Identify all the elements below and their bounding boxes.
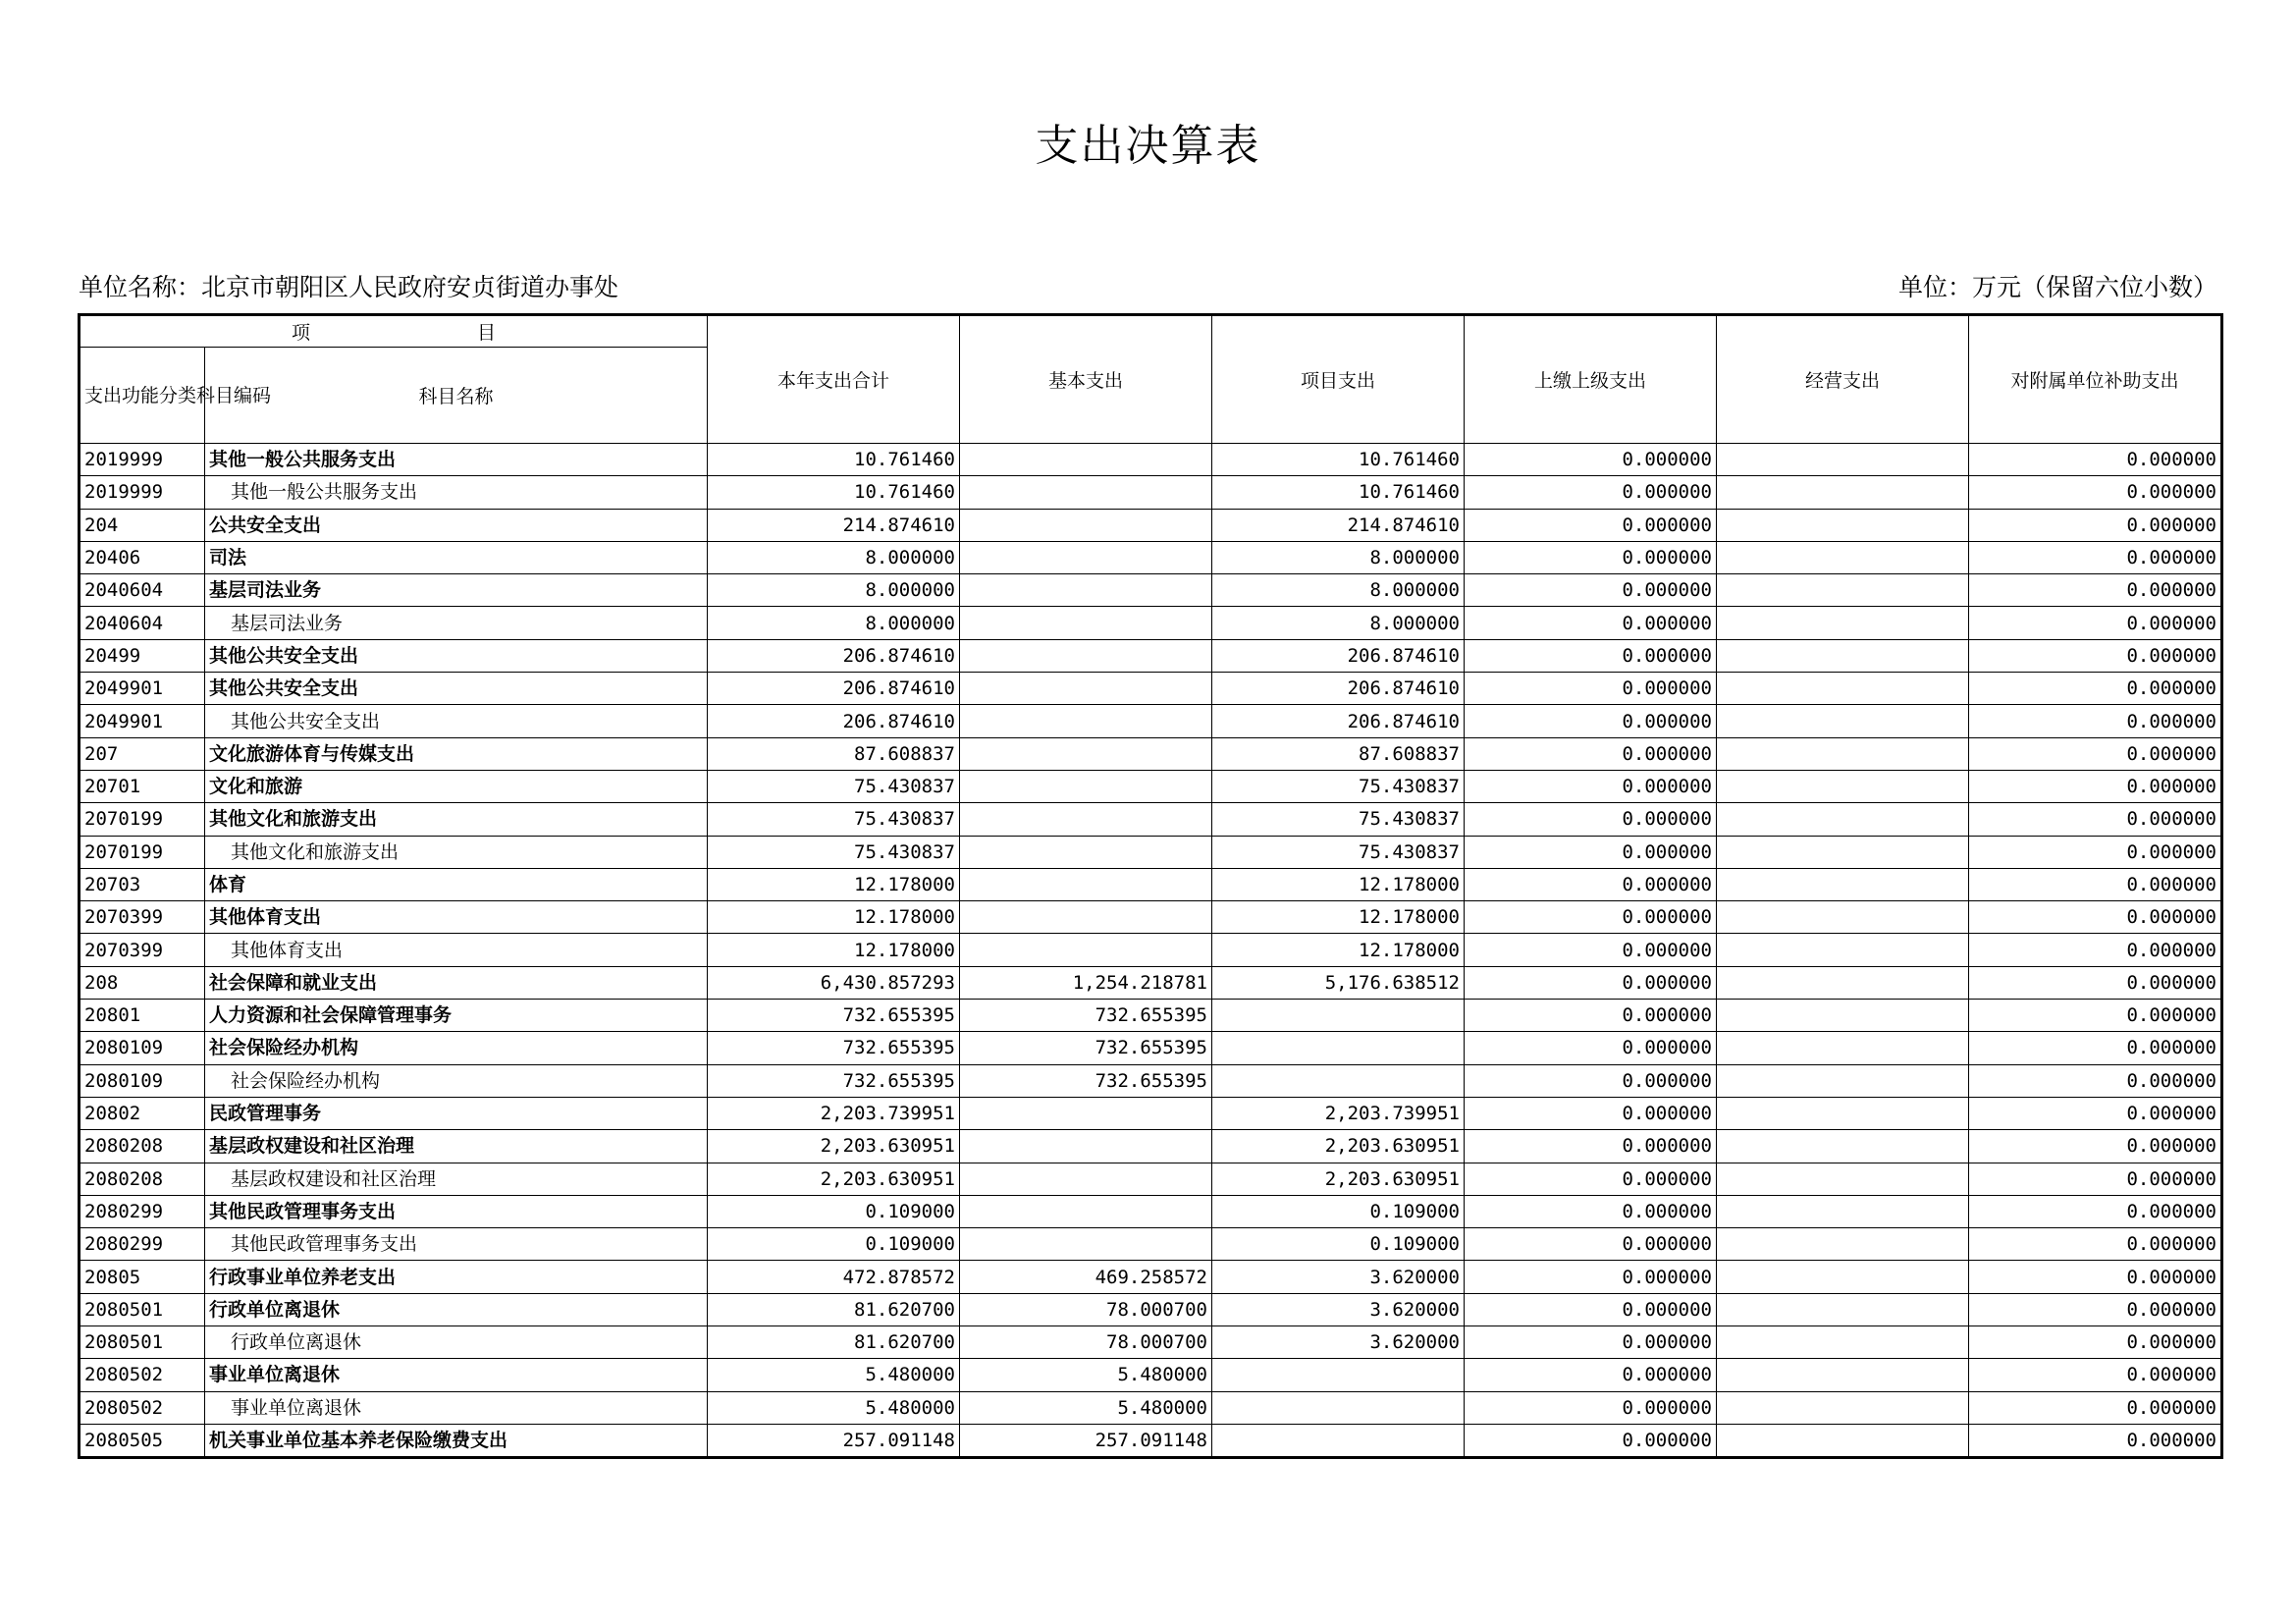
- cell-project: 3.620000: [1212, 1326, 1465, 1359]
- cell-superior: 0.000000: [1465, 607, 1717, 639]
- table-row: [80, 1261, 2222, 1293]
- cell-superior: 0.000000: [1465, 476, 1717, 509]
- cell-name: 其他公共安全支出: [205, 705, 708, 737]
- cell-name: 行政单位离退休: [205, 1293, 708, 1325]
- cell-subsidy: 0.000000: [1969, 1424, 2222, 1457]
- table-row: [80, 574, 2222, 607]
- cell-project: [1212, 1032, 1465, 1064]
- table-row: [80, 1032, 2222, 1064]
- cell-total: 214.874610: [708, 509, 960, 541]
- col-business-header: 经营支出: [1717, 315, 1969, 444]
- cell-business: [1717, 1261, 1969, 1293]
- cell-total: 8.000000: [708, 541, 960, 573]
- cell-name: 社会保险经办机构: [205, 1064, 708, 1097]
- cell-project: 206.874610: [1212, 639, 1465, 672]
- cell-total: 472.878572: [708, 1261, 960, 1293]
- cell-superior: 0.000000: [1465, 966, 1717, 999]
- cell-total: 2,203.739951: [708, 1097, 960, 1129]
- cell-name: 行政事业单位养老支出: [205, 1261, 708, 1293]
- cell-subsidy: 0.000000: [1969, 705, 2222, 737]
- cell-basic: 732.655395: [960, 1032, 1212, 1064]
- cell-total: 10.761460: [708, 444, 960, 476]
- cell-code: 2080208: [80, 1130, 205, 1163]
- col-project-header: 项目支出: [1212, 315, 1465, 444]
- cell-basic: 5.480000: [960, 1391, 1212, 1424]
- cell-project: 75.430837: [1212, 836, 1465, 868]
- cell-basic: 469.258572: [960, 1261, 1212, 1293]
- cell-project: 3.620000: [1212, 1293, 1465, 1325]
- col-superior-header: 上缴上级支出: [1465, 315, 1717, 444]
- cell-business: [1717, 705, 1969, 737]
- cell-business: [1717, 966, 1969, 999]
- cell-business: [1717, 673, 1969, 705]
- cell-project: 10.761460: [1212, 476, 1465, 509]
- cell-project: 3.620000: [1212, 1261, 1465, 1293]
- cell-total: 12.178000: [708, 901, 960, 934]
- cell-basic: [960, 1130, 1212, 1163]
- cell-superior: 0.000000: [1465, 1000, 1717, 1032]
- cell-superior: 0.000000: [1465, 1293, 1717, 1325]
- cell-basic: [960, 1228, 1212, 1261]
- cell-name: 其他公共安全支出: [205, 673, 708, 705]
- cell-basic: 78.000700: [960, 1326, 1212, 1359]
- cell-project: 214.874610: [1212, 509, 1465, 541]
- cell-name: 其他文化和旅游支出: [205, 836, 708, 868]
- cell-code: 20802: [80, 1097, 205, 1129]
- cell-business: [1717, 476, 1969, 509]
- cell-subsidy: 0.000000: [1969, 1228, 2222, 1261]
- table-row: [80, 934, 2222, 966]
- cell-business: [1717, 868, 1969, 900]
- cell-superior: 0.000000: [1465, 934, 1717, 966]
- cell-superior: 0.000000: [1465, 574, 1717, 607]
- cell-name: 其他民政管理事务支出: [205, 1195, 708, 1227]
- cell-basic: [960, 1097, 1212, 1129]
- cell-superior: 0.000000: [1465, 1130, 1717, 1163]
- cell-subsidy: 0.000000: [1969, 1163, 2222, 1195]
- table-row: [80, 737, 2222, 770]
- cell-code: 2080299: [80, 1195, 205, 1227]
- cell-total: 206.874610: [708, 673, 960, 705]
- table-row: [80, 607, 2222, 639]
- table-row: [80, 639, 2222, 672]
- cell-subsidy: 0.000000: [1969, 476, 2222, 509]
- cell-code: 2040604: [80, 574, 205, 607]
- cell-basic: 257.091148: [960, 1424, 1212, 1457]
- cell-project: [1212, 1359, 1465, 1391]
- cell-name: 公共安全支出: [205, 509, 708, 541]
- cell-total: 10.761460: [708, 476, 960, 509]
- cell-basic: [960, 737, 1212, 770]
- cell-total: 206.874610: [708, 705, 960, 737]
- cell-superior: 0.000000: [1465, 1424, 1717, 1457]
- cell-business: [1717, 607, 1969, 639]
- cell-basic: 78.000700: [960, 1293, 1212, 1325]
- cell-project: 10.761460: [1212, 444, 1465, 476]
- cell-total: 5.480000: [708, 1359, 960, 1391]
- cell-superior: 0.000000: [1465, 673, 1717, 705]
- report-title: 支出决算表: [1035, 121, 1261, 171]
- cell-business: [1717, 541, 1969, 573]
- cell-superior: 0.000000: [1465, 1228, 1717, 1261]
- table-row: [80, 1000, 2222, 1032]
- cell-total: 732.655395: [708, 1032, 960, 1064]
- cell-name: 其他一般公共服务支出: [205, 444, 708, 476]
- cell-total: 6,430.857293: [708, 966, 960, 999]
- cell-basic: [960, 901, 1212, 934]
- cell-business: [1717, 1097, 1969, 1129]
- table-row: [80, 901, 2222, 934]
- cell-code: 2070399: [80, 934, 205, 966]
- cell-superior: 0.000000: [1465, 803, 1717, 836]
- table-row: [80, 705, 2222, 737]
- cell-code: 2070199: [80, 803, 205, 836]
- cell-subsidy: 0.000000: [1969, 1130, 2222, 1163]
- cell-subsidy: 0.000000: [1969, 737, 2222, 770]
- cell-subsidy: 0.000000: [1969, 574, 2222, 607]
- cell-code: 20701: [80, 770, 205, 802]
- cell-business: [1717, 1228, 1969, 1261]
- cell-business: [1717, 1195, 1969, 1227]
- table-row: [80, 1228, 2222, 1261]
- cell-total: 2,203.630951: [708, 1130, 960, 1163]
- cell-code: 2019999: [80, 476, 205, 509]
- cell-name: 社会保险经办机构: [205, 1032, 708, 1064]
- cell-project: 87.608837: [1212, 737, 1465, 770]
- cell-name: 事业单位离退休: [205, 1391, 708, 1424]
- cell-code: 20703: [80, 868, 205, 900]
- cell-project: [1212, 1064, 1465, 1097]
- cell-business: [1717, 1064, 1969, 1097]
- cell-business: [1717, 1130, 1969, 1163]
- cell-basic: [960, 639, 1212, 672]
- cell-basic: 5.480000: [960, 1359, 1212, 1391]
- cell-name: 人力资源和社会保障管理事务: [205, 1000, 708, 1032]
- table-row: [80, 1326, 2222, 1359]
- table-row: [80, 1064, 2222, 1097]
- cell-project: 8.000000: [1212, 607, 1465, 639]
- cell-total: 12.178000: [708, 934, 960, 966]
- cell-subsidy: 0.000000: [1969, 1261, 2222, 1293]
- cell-code: 20406: [80, 541, 205, 573]
- cell-business: [1717, 737, 1969, 770]
- col-basic-header: 基本支出: [960, 315, 1212, 444]
- cell-basic: [960, 607, 1212, 639]
- table-row: [80, 1097, 2222, 1129]
- cell-project: 0.109000: [1212, 1228, 1465, 1261]
- cell-business: [1717, 1326, 1969, 1359]
- cell-total: 732.655395: [708, 1064, 960, 1097]
- cell-basic: [960, 770, 1212, 802]
- table-row: [80, 836, 2222, 868]
- cell-project: [1212, 1391, 1465, 1424]
- cell-superior: 0.000000: [1465, 868, 1717, 900]
- cell-subsidy: 0.000000: [1969, 444, 2222, 476]
- cell-business: [1717, 1000, 1969, 1032]
- cell-total: 12.178000: [708, 868, 960, 900]
- cell-basic: [960, 509, 1212, 541]
- cell-superior: 0.000000: [1465, 901, 1717, 934]
- table-row: [80, 770, 2222, 802]
- cell-code: 20805: [80, 1261, 205, 1293]
- cell-total: 257.091148: [708, 1424, 960, 1457]
- cell-business: [1717, 444, 1969, 476]
- cell-project: 75.430837: [1212, 770, 1465, 802]
- cell-total: 2,203.630951: [708, 1163, 960, 1195]
- cell-superior: 0.000000: [1465, 1261, 1717, 1293]
- table-row: [80, 1163, 2222, 1195]
- cell-basic: 1,254.218781: [960, 966, 1212, 999]
- cell-code: 2080502: [80, 1391, 205, 1424]
- cell-name: 文化旅游体育与传媒支出: [205, 737, 708, 770]
- cell-superior: 0.000000: [1465, 444, 1717, 476]
- table-row: [80, 1293, 2222, 1325]
- cell-code: 2080109: [80, 1064, 205, 1097]
- cell-name: 事业单位离退休: [205, 1359, 708, 1391]
- cell-business: [1717, 1359, 1969, 1391]
- cell-basic: [960, 476, 1212, 509]
- table-row: [80, 1424, 2222, 1457]
- cell-superior: 0.000000: [1465, 509, 1717, 541]
- cell-subsidy: 0.000000: [1969, 934, 2222, 966]
- cell-total: 81.620700: [708, 1293, 960, 1325]
- cell-basic: [960, 868, 1212, 900]
- cell-code: 2080109: [80, 1032, 205, 1064]
- table-row: [80, 1359, 2222, 1391]
- table-row: [80, 1130, 2222, 1163]
- cell-name: 其他体育支出: [205, 901, 708, 934]
- cell-code: 2080501: [80, 1293, 205, 1325]
- cell-name: 其他文化和旅游支出: [205, 803, 708, 836]
- cell-code: 2019999: [80, 444, 205, 476]
- cell-subsidy: 0.000000: [1969, 966, 2222, 999]
- cell-project: 0.109000: [1212, 1195, 1465, 1227]
- cell-superior: 0.000000: [1465, 1163, 1717, 1195]
- cell-basic: [960, 1195, 1212, 1227]
- cell-business: [1717, 509, 1969, 541]
- cell-project: 206.874610: [1212, 705, 1465, 737]
- expenditure-table: [78, 313, 2223, 1459]
- cell-superior: 0.000000: [1465, 1195, 1717, 1227]
- cell-project: 2,203.739951: [1212, 1097, 1465, 1129]
- cell-subsidy: 0.000000: [1969, 1000, 2222, 1032]
- cell-code: 207: [80, 737, 205, 770]
- table-body: [80, 444, 2222, 1458]
- cell-subsidy: 0.000000: [1969, 1359, 2222, 1391]
- cell-superior: 0.000000: [1465, 1097, 1717, 1129]
- cell-code: 208: [80, 966, 205, 999]
- col-total-header: 本年支出合计: [708, 315, 960, 444]
- cell-basic: 732.655395: [960, 1000, 1212, 1032]
- cell-code: 2040604: [80, 607, 205, 639]
- cell-code: 2049901: [80, 673, 205, 705]
- col-code-header: 支出功能分类科目编码: [80, 348, 205, 444]
- cell-project: 12.178000: [1212, 934, 1465, 966]
- cell-basic: [960, 1163, 1212, 1195]
- item-header-label: 项: [291, 322, 310, 344]
- cell-basic: [960, 803, 1212, 836]
- cell-name: 体育: [205, 868, 708, 900]
- table-row: [80, 673, 2222, 705]
- cell-subsidy: 0.000000: [1969, 1064, 2222, 1097]
- cell-code: 2080208: [80, 1163, 205, 1195]
- cell-name: 其他民政管理事务支出: [205, 1228, 708, 1261]
- cell-subsidy: 0.000000: [1969, 639, 2222, 672]
- cell-project: 206.874610: [1212, 673, 1465, 705]
- cell-total: 732.655395: [708, 1000, 960, 1032]
- item-group-header: [80, 315, 708, 348]
- cell-code: 2080299: [80, 1228, 205, 1261]
- cell-basic: [960, 444, 1212, 476]
- cell-basic: [960, 836, 1212, 868]
- cell-subsidy: 0.000000: [1969, 803, 2222, 836]
- cell-subsidy: 0.000000: [1969, 541, 2222, 573]
- cell-subsidy: 0.000000: [1969, 1097, 2222, 1129]
- cell-subsidy: 0.000000: [1969, 673, 2222, 705]
- cell-code: 2080501: [80, 1326, 205, 1359]
- cell-subsidy: 0.000000: [1969, 1195, 2222, 1227]
- cell-code: 204: [80, 509, 205, 541]
- cell-code: 2070399: [80, 901, 205, 934]
- cell-code: 20801: [80, 1000, 205, 1032]
- cell-subsidy: 0.000000: [1969, 836, 2222, 868]
- cell-superior: 0.000000: [1465, 737, 1717, 770]
- cell-superior: 0.000000: [1465, 705, 1717, 737]
- cell-business: [1717, 1163, 1969, 1195]
- cell-superior: 0.000000: [1465, 1359, 1717, 1391]
- cell-total: 0.109000: [708, 1195, 960, 1227]
- cell-name: 其他体育支出: [205, 934, 708, 966]
- cell-superior: 0.000000: [1465, 1326, 1717, 1359]
- cell-subsidy: 0.000000: [1969, 901, 2222, 934]
- cell-subsidy: 0.000000: [1969, 607, 2222, 639]
- cell-code: 2049901: [80, 705, 205, 737]
- cell-project: [1212, 1000, 1465, 1032]
- cell-business: [1717, 901, 1969, 934]
- cell-subsidy: 0.000000: [1969, 868, 2222, 900]
- unit-label: 单位：万元（保留六位小数）: [1897, 273, 2217, 301]
- cell-project: 2,203.630951: [1212, 1130, 1465, 1163]
- cell-total: 8.000000: [708, 574, 960, 607]
- cell-business: [1717, 770, 1969, 802]
- cell-project: 2,203.630951: [1212, 1163, 1465, 1195]
- cell-total: 5.480000: [708, 1391, 960, 1424]
- cell-name: 基层政权建设和社区治理: [205, 1130, 708, 1163]
- cell-name: 司法: [205, 541, 708, 573]
- cell-project: 5,176.638512: [1212, 966, 1465, 999]
- cell-basic: [960, 574, 1212, 607]
- cell-basic: [960, 673, 1212, 705]
- cell-name: 其他公共安全支出: [205, 639, 708, 672]
- cell-project: 8.000000: [1212, 541, 1465, 573]
- cell-project: 75.430837: [1212, 803, 1465, 836]
- cell-code: 2080502: [80, 1359, 205, 1391]
- cell-total: 75.430837: [708, 770, 960, 802]
- col-subsidy-header: 对附属单位补助支出: [1969, 315, 2222, 444]
- cell-name: 行政单位离退休: [205, 1326, 708, 1359]
- cell-code: 2080505: [80, 1424, 205, 1457]
- cell-business: [1717, 803, 1969, 836]
- table-header: [80, 315, 2222, 444]
- cell-name: 基层政权建设和社区治理: [205, 1163, 708, 1195]
- cell-superior: 0.000000: [1465, 541, 1717, 573]
- cell-superior: 0.000000: [1465, 1391, 1717, 1424]
- table-row: [80, 1391, 2222, 1424]
- cell-business: [1717, 934, 1969, 966]
- cell-business: [1717, 1293, 1969, 1325]
- cell-project: 12.178000: [1212, 868, 1465, 900]
- cell-total: 0.109000: [708, 1228, 960, 1261]
- cell-total: 87.608837: [708, 737, 960, 770]
- table-row: [80, 868, 2222, 900]
- table-row: [80, 509, 2222, 541]
- cell-business: [1717, 836, 1969, 868]
- cell-business: [1717, 1424, 1969, 1457]
- table-row: [80, 444, 2222, 476]
- cell-superior: 0.000000: [1465, 1032, 1717, 1064]
- cell-name: 文化和旅游: [205, 770, 708, 802]
- cell-total: 75.430837: [708, 836, 960, 868]
- cell-business: [1717, 1032, 1969, 1064]
- cell-business: [1717, 574, 1969, 607]
- cell-business: [1717, 639, 1969, 672]
- cell-code: 20499: [80, 639, 205, 672]
- cell-name: 社会保障和就业支出: [205, 966, 708, 999]
- table-row: [80, 476, 2222, 509]
- table-row: [80, 541, 2222, 573]
- cell-total: 206.874610: [708, 639, 960, 672]
- cell-business: [1717, 1391, 1969, 1424]
- cell-name: 机关事业单位基本养老保险缴费支出: [205, 1424, 708, 1457]
- cell-subsidy: 0.000000: [1969, 1391, 2222, 1424]
- cell-basic: [960, 541, 1212, 573]
- table-row: [80, 803, 2222, 836]
- cell-subsidy: 0.000000: [1969, 1326, 2222, 1359]
- cell-project: [1212, 1424, 1465, 1457]
- col-name-header: 科目名称: [205, 348, 708, 444]
- cell-basic: [960, 934, 1212, 966]
- cell-name: 民政管理事务: [205, 1097, 708, 1129]
- cell-project: 12.178000: [1212, 901, 1465, 934]
- cell-basic: [960, 705, 1212, 737]
- table-row: [80, 966, 2222, 999]
- table-row: [80, 1195, 2222, 1227]
- cell-superior: 0.000000: [1465, 770, 1717, 802]
- cell-total: 81.620700: [708, 1326, 960, 1359]
- cell-project: 8.000000: [1212, 574, 1465, 607]
- cell-subsidy: 0.000000: [1969, 1032, 2222, 1064]
- cell-name: 其他一般公共服务支出: [205, 476, 708, 509]
- item-header-label-2: 目: [477, 322, 497, 344]
- cell-total: 8.000000: [708, 607, 960, 639]
- unit-name: 单位名称：北京市朝阳区人民政府安贞街道办事处: [79, 273, 619, 301]
- cell-superior: 0.000000: [1465, 1064, 1717, 1097]
- cell-basic: 732.655395: [960, 1064, 1212, 1097]
- cell-name: 基层司法业务: [205, 574, 708, 607]
- cell-subsidy: 0.000000: [1969, 1293, 2222, 1325]
- cell-superior: 0.000000: [1465, 836, 1717, 868]
- cell-subsidy: 0.000000: [1969, 770, 2222, 802]
- cell-name: 基层司法业务: [205, 607, 708, 639]
- cell-code: 2070199: [80, 836, 205, 868]
- cell-superior: 0.000000: [1465, 639, 1717, 672]
- cell-total: 75.430837: [708, 803, 960, 836]
- cell-subsidy: 0.000000: [1969, 509, 2222, 541]
